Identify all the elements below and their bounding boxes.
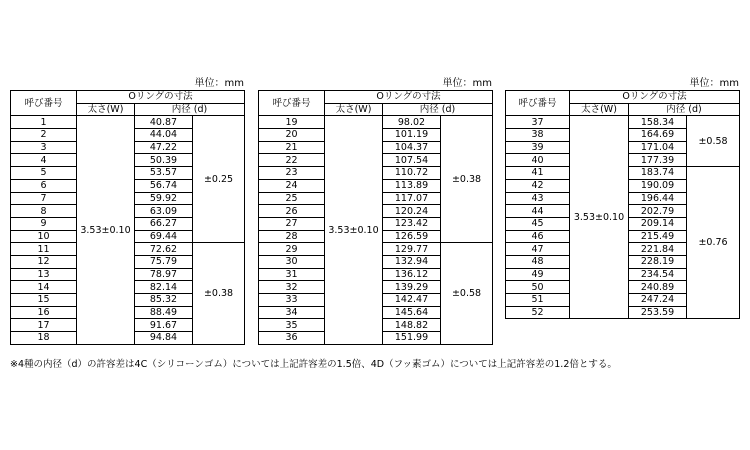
nominal-number: 52 bbox=[506, 306, 570, 319]
nominal-number: 16 bbox=[11, 306, 77, 319]
inner-diameter: 132.94 bbox=[383, 255, 441, 268]
inner-diameter: 247.24 bbox=[629, 294, 687, 307]
nominal-number: 32 bbox=[259, 281, 325, 294]
inner-diameter: 145.64 bbox=[383, 306, 441, 319]
inner-diameter: 151.99 bbox=[383, 332, 441, 345]
nominal-number: 22 bbox=[259, 154, 325, 167]
inner-diameter: 234.54 bbox=[629, 268, 687, 281]
inner-diameter: 78.97 bbox=[135, 268, 193, 281]
nominal-number: 45 bbox=[506, 217, 570, 230]
inner-diameter: 253.59 bbox=[629, 306, 687, 319]
inner-diameter: 215.49 bbox=[629, 230, 687, 243]
nominal-number: 15 bbox=[11, 294, 77, 307]
inner-diameter: 171.04 bbox=[629, 141, 687, 154]
inner-diameter: 221.84 bbox=[629, 243, 687, 256]
thickness-value: 3.53±0.10 bbox=[570, 116, 629, 319]
inner-diameter: 82.14 bbox=[135, 281, 193, 294]
inner-diameter: 75.79 bbox=[135, 255, 193, 268]
unit-label: 単位：mm bbox=[689, 78, 739, 89]
tolerance-value: ±0.25 bbox=[193, 116, 245, 243]
inner-diameter: 40.87 bbox=[135, 116, 193, 129]
nominal-number: 29 bbox=[259, 243, 325, 256]
thickness-value: 3.53±0.10 bbox=[77, 116, 135, 344]
nominal-number: 5 bbox=[11, 167, 77, 180]
nominal-number: 8 bbox=[11, 205, 77, 218]
inner-diameter: 139.29 bbox=[383, 281, 441, 294]
nominal-number: 37 bbox=[506, 116, 570, 129]
header-oring-dimensions: Oリングの寸法 bbox=[77, 91, 245, 104]
nominal-number: 30 bbox=[259, 255, 325, 268]
table-row bbox=[506, 116, 740, 129]
nominal-number: 3 bbox=[11, 141, 77, 154]
inner-diameter: 69.44 bbox=[135, 230, 193, 243]
nominal-number: 9 bbox=[11, 217, 77, 230]
tolerance-value: ±0.76 bbox=[687, 167, 740, 319]
tolerance-value: ±0.38 bbox=[441, 116, 493, 243]
inner-diameter: 44.04 bbox=[135, 129, 193, 142]
inner-diameter: 209.14 bbox=[629, 217, 687, 230]
nominal-number: 21 bbox=[259, 141, 325, 154]
inner-diameter: 126.59 bbox=[383, 230, 441, 243]
inner-diameter: 183.74 bbox=[629, 167, 687, 180]
header-thickness: 太さ(W) bbox=[570, 103, 629, 116]
nominal-number: 34 bbox=[259, 306, 325, 319]
header-row bbox=[259, 91, 493, 104]
tolerance-value: ±0.58 bbox=[441, 243, 493, 345]
inner-diameter: 94.84 bbox=[135, 332, 193, 345]
nominal-number: 19 bbox=[259, 116, 325, 129]
nominal-number: 49 bbox=[506, 268, 570, 281]
nominal-number: 42 bbox=[506, 179, 570, 192]
inner-diameter: 110.72 bbox=[383, 167, 441, 180]
inner-diameter: 190.09 bbox=[629, 179, 687, 192]
inner-diameter: 59.92 bbox=[135, 192, 193, 205]
nominal-number: 44 bbox=[506, 205, 570, 218]
nominal-number: 2 bbox=[11, 129, 77, 142]
inner-diameter: 148.82 bbox=[383, 319, 441, 332]
nominal-number: 47 bbox=[506, 243, 570, 256]
inner-diameter: 117.07 bbox=[383, 192, 441, 205]
inner-diameter: 113.89 bbox=[383, 179, 441, 192]
oring-table bbox=[258, 90, 493, 345]
inner-diameter: 136.12 bbox=[383, 268, 441, 281]
oring-table bbox=[10, 90, 245, 345]
header-oring-dimensions: Oリングの寸法 bbox=[570, 91, 740, 104]
nominal-number: 38 bbox=[506, 129, 570, 142]
inner-diameter: 91.67 bbox=[135, 319, 193, 332]
nominal-number: 20 bbox=[259, 129, 325, 142]
inner-diameter: 101.19 bbox=[383, 129, 441, 142]
nominal-number: 51 bbox=[506, 294, 570, 307]
inner-diameter: 50.39 bbox=[135, 154, 193, 167]
header-inner-diameter: 内径 (d) bbox=[383, 103, 493, 116]
header-oring-dimensions: Oリングの寸法 bbox=[325, 91, 493, 104]
inner-diameter: 72.62 bbox=[135, 243, 193, 256]
nominal-number: 26 bbox=[259, 205, 325, 218]
nominal-number: 40 bbox=[506, 154, 570, 167]
nominal-number: 43 bbox=[506, 192, 570, 205]
nominal-number: 25 bbox=[259, 192, 325, 205]
inner-diameter: 88.49 bbox=[135, 306, 193, 319]
tolerance-value: ±0.38 bbox=[193, 243, 245, 345]
inner-diameter: 98.02 bbox=[383, 116, 441, 129]
unit-label: 単位：mm bbox=[442, 78, 492, 89]
inner-diameter: 158.34 bbox=[629, 116, 687, 129]
inner-diameter: 177.39 bbox=[629, 154, 687, 167]
nominal-number: 50 bbox=[506, 281, 570, 294]
oring-table-panel-2 bbox=[258, 80, 492, 360]
nominal-number: 36 bbox=[259, 332, 325, 345]
nominal-number: 11 bbox=[11, 243, 77, 256]
oring-table-panel-1 bbox=[10, 80, 244, 360]
inner-diameter: 142.47 bbox=[383, 294, 441, 307]
oring-table-panel-3 bbox=[505, 80, 739, 340]
nominal-number: 24 bbox=[259, 179, 325, 192]
inner-diameter: 66.27 bbox=[135, 217, 193, 230]
oring-table bbox=[505, 90, 740, 319]
footnote: ※4種の内径（d）の許容差は4C（シリコーンゴム）については上記許容差の1.5倍、4D（フッ素ゴム）については上記許容差の1.2倍とする。 bbox=[10, 359, 617, 370]
header-thickness: 太さ(W) bbox=[325, 103, 383, 116]
inner-diameter: 196.44 bbox=[629, 192, 687, 205]
inner-diameter: 240.89 bbox=[629, 281, 687, 294]
nominal-number: 41 bbox=[506, 167, 570, 180]
unit-label: 単位：mm bbox=[194, 78, 244, 89]
nominal-number: 46 bbox=[506, 230, 570, 243]
nominal-number: 48 bbox=[506, 255, 570, 268]
inner-diameter: 164.69 bbox=[629, 129, 687, 142]
inner-diameter: 202.79 bbox=[629, 205, 687, 218]
nominal-number: 7 bbox=[11, 192, 77, 205]
nominal-number: 6 bbox=[11, 179, 77, 192]
inner-diameter: 63.09 bbox=[135, 205, 193, 218]
header-nominal-number: 呼び番号 bbox=[259, 91, 325, 116]
header-inner-diameter: 内径 (d) bbox=[629, 103, 740, 116]
nominal-number: 10 bbox=[11, 230, 77, 243]
nominal-number: 27 bbox=[259, 217, 325, 230]
inner-diameter: 47.22 bbox=[135, 141, 193, 154]
inner-diameter: 85.32 bbox=[135, 294, 193, 307]
nominal-number: 31 bbox=[259, 268, 325, 281]
inner-diameter: 123.42 bbox=[383, 217, 441, 230]
header-inner-diameter: 内径 (d) bbox=[135, 103, 245, 116]
nominal-number: 28 bbox=[259, 230, 325, 243]
inner-diameter: 228.19 bbox=[629, 255, 687, 268]
header-nominal-number: 呼び番号 bbox=[11, 91, 77, 116]
nominal-number: 33 bbox=[259, 294, 325, 307]
inner-diameter: 120.24 bbox=[383, 205, 441, 218]
header-row bbox=[11, 91, 245, 104]
header-thickness: 太さ(W) bbox=[77, 103, 135, 116]
inner-diameter: 129.77 bbox=[383, 243, 441, 256]
tolerance-value: ±0.58 bbox=[687, 116, 740, 167]
inner-diameter: 56.74 bbox=[135, 179, 193, 192]
nominal-number: 35 bbox=[259, 319, 325, 332]
nominal-number: 39 bbox=[506, 141, 570, 154]
inner-diameter: 107.54 bbox=[383, 154, 441, 167]
nominal-number: 23 bbox=[259, 167, 325, 180]
nominal-number: 1 bbox=[11, 116, 77, 129]
nominal-number: 14 bbox=[11, 281, 77, 294]
nominal-number: 4 bbox=[11, 154, 77, 167]
thickness-value: 3.53±0.10 bbox=[325, 116, 383, 344]
nominal-number: 18 bbox=[11, 332, 77, 345]
nominal-number: 12 bbox=[11, 255, 77, 268]
nominal-number: 17 bbox=[11, 319, 77, 332]
nominal-number: 13 bbox=[11, 268, 77, 281]
inner-diameter: 53.57 bbox=[135, 167, 193, 180]
inner-diameter: 104.37 bbox=[383, 141, 441, 154]
table-row bbox=[11, 116, 245, 129]
header-row bbox=[506, 91, 740, 104]
table-row bbox=[259, 116, 493, 129]
header-nominal-number: 呼び番号 bbox=[506, 91, 570, 116]
